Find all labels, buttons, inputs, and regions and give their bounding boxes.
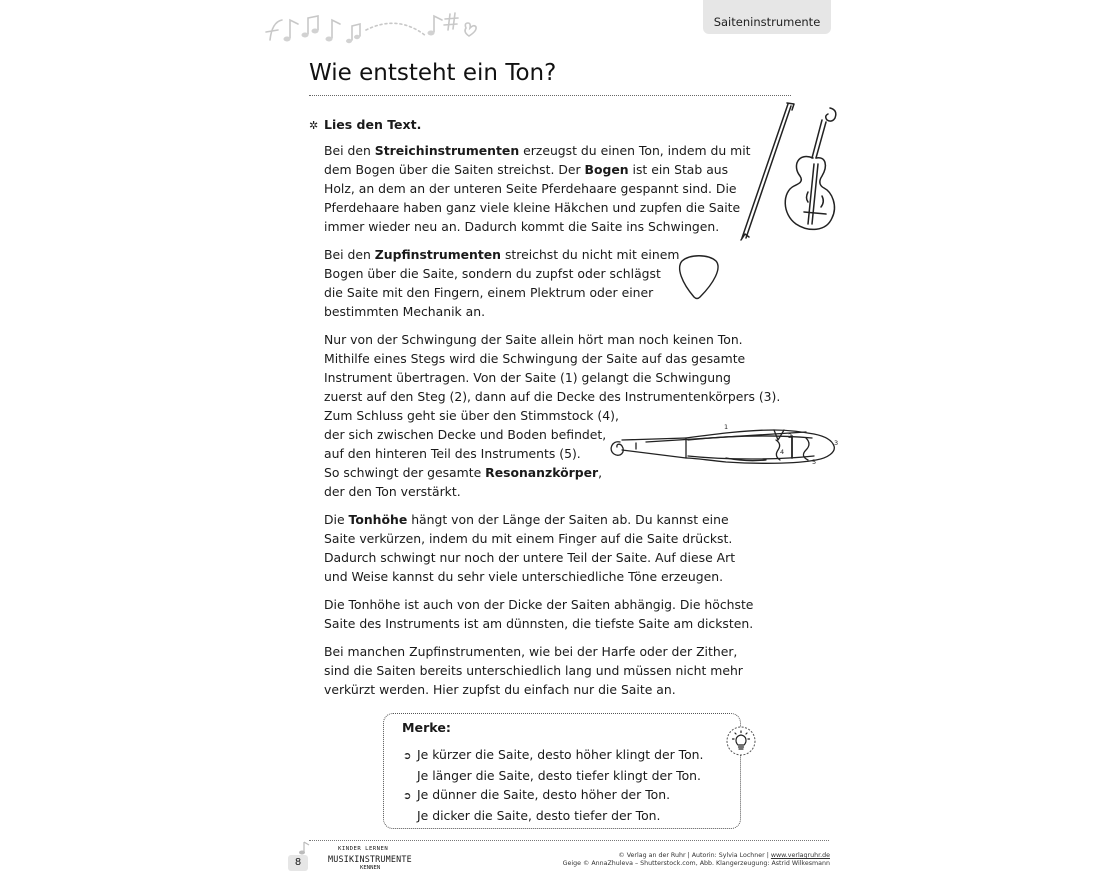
section-tab: Saiteninstrumente: [703, 0, 831, 34]
text-line: der den Ton verstärkt.: [324, 484, 461, 499]
light-bulb-icon: [726, 726, 756, 756]
text-line: Die Tonhöhe hängt von der Länge der Saiten ab. Du kannst eine: [324, 512, 729, 527]
paragraph-harfe: [324, 642, 743, 699]
paragraph-resonanz: [324, 330, 780, 501]
music-notes-icon: [258, 8, 488, 48]
publisher-link[interactable]: www.verlagruhr.de: [770, 852, 830, 859]
text-line: Bei den Streichinstrumenten erzeugst du einen Ton, indem du mit: [324, 143, 751, 158]
merke-rule: Je länger die Saite, desto tiefer klingt der Ton.: [417, 768, 701, 783]
title-divider: [309, 95, 791, 96]
plectrum-icon: [676, 253, 722, 303]
text-line: So schwingt der gesamte Resonanzkörper,: [324, 465, 603, 480]
text-line: Holz, an dem an der unteren Seite Pferdehaare gespannt sind. Die: [324, 181, 737, 196]
diagram-label: 3: [834, 439, 839, 447]
publisher-credit: © Verlag an der Ruhr | Autorin: Sylvia Lochner | www.verlagruhr.de: [618, 852, 830, 859]
page-title: Wie entsteht ein Ton?: [309, 60, 557, 86]
text-line: Bogen über die Saite, sondern du zupfst oder schlägst: [324, 266, 661, 281]
merke-list: [403, 745, 703, 825]
text-line: sind die Saiten bereits unterschiedlich lang und müssen nicht mehr: [324, 663, 743, 678]
violin-icon: [738, 100, 840, 242]
series-logo: KINDER LERNEN MUSIKINSTRUMENTE KENNEN: [328, 846, 412, 871]
music-note-icon: [298, 840, 312, 856]
text-line: die Saite mit den Fingern, einem Plektrum oder einer: [324, 285, 654, 300]
text-line: Saite des Instruments ist am dünnsten, die tiefste Saite am dicksten.: [324, 616, 754, 631]
sparkle-icon: ✲: [309, 119, 319, 132]
text-line: verkürzt werden. Hier zupfst du einfach nur die Saite an.: [324, 682, 676, 697]
paragraph-tonhoehe: [324, 510, 735, 586]
merke-rule: ➲ Je kürzer die Saite, desto höher klingt der Ton.: [403, 745, 703, 766]
arrow-bullet-icon: ➲: [403, 791, 412, 802]
diagram-label: 2: [788, 432, 793, 440]
text-line: dem Bogen über die Saiten streichst. Der Bogen ist ein Stab aus: [324, 162, 729, 177]
diagram-label: 4: [780, 448, 785, 456]
text-line: Nur von der Schwingung der Saite allein hört man noch keinen Ton.: [324, 332, 743, 347]
text-line: und Weise kannst du sehr viele unterschiedliche Töne erzeugen.: [324, 569, 724, 584]
violin-cross-section-icon: [606, 418, 842, 470]
image-credit: Geige © AnnaZhuleva – Shutterstock.com, Abb. Klangerzeugung: Astrid Wilkesmann: [562, 860, 830, 867]
text-line: bestimmten Mechanik an.: [324, 304, 486, 319]
text-line: Die Tonhöhe ist auch von der Dicke der Saiten abhängig. Die höchste: [324, 597, 754, 612]
paragraph-streichinstrumente: [324, 141, 751, 236]
page-number: 8: [288, 855, 308, 871]
diagram-label: 1: [724, 423, 729, 431]
text-line: immer wieder neu an. Dadurch kommt die Saite ins Schwingen.: [324, 219, 720, 234]
text-line: zuerst auf den Steg (2), dann auf die Decke des Instrumentenkörpers (3).: [324, 389, 781, 404]
paragraph-dicke: [324, 595, 753, 633]
text-line: Pferdehaare haben ganz viele kleine Häkchen und zupfen die Saite: [324, 200, 741, 215]
text-line: auf den hinteren Teil des Instruments (5).: [324, 446, 581, 461]
text-line: Bei manchen Zupfinstrumenten, wie bei der Harfe oder der Zither,: [324, 644, 738, 659]
diagram-label: 5: [812, 458, 817, 466]
text-line: Zum Schluss geht sie über den Stimmstock (4),: [324, 408, 619, 423]
paragraph-zupfinstrumente: [324, 245, 679, 321]
text-line: Instrument übertragen. Von der Saite (1) gelangt die Schwingung: [324, 370, 731, 385]
text-line: der sich zwischen Decke und Boden befindet,: [324, 427, 607, 442]
merke-rule: Je dicker die Saite, desto tiefer der Ton.: [417, 808, 661, 823]
text-line: Dadurch schwingt nur noch der untere Teil der Saite. Auf diese Art: [324, 550, 736, 565]
text-line: Saite verkürzen, indem du mit einem Finger auf die Saite drückst.: [324, 531, 733, 546]
merke-title: Merke:: [402, 720, 451, 735]
instruction: [309, 117, 421, 132]
arrow-bullet-icon: ➲: [403, 751, 412, 762]
instruction-text: Lies den Text.: [324, 117, 422, 132]
merke-rule: ➲ Je dünner die Saite, desto höher der Ton.: [403, 785, 703, 806]
footer-divider: [309, 840, 829, 841]
text-line: Mithilfe eines Stegs wird die Schwingung der Saite auf das gesamte: [324, 351, 746, 366]
text-line: Bei den Zupfinstrumenten streichst du nicht mit einem: [324, 247, 680, 262]
